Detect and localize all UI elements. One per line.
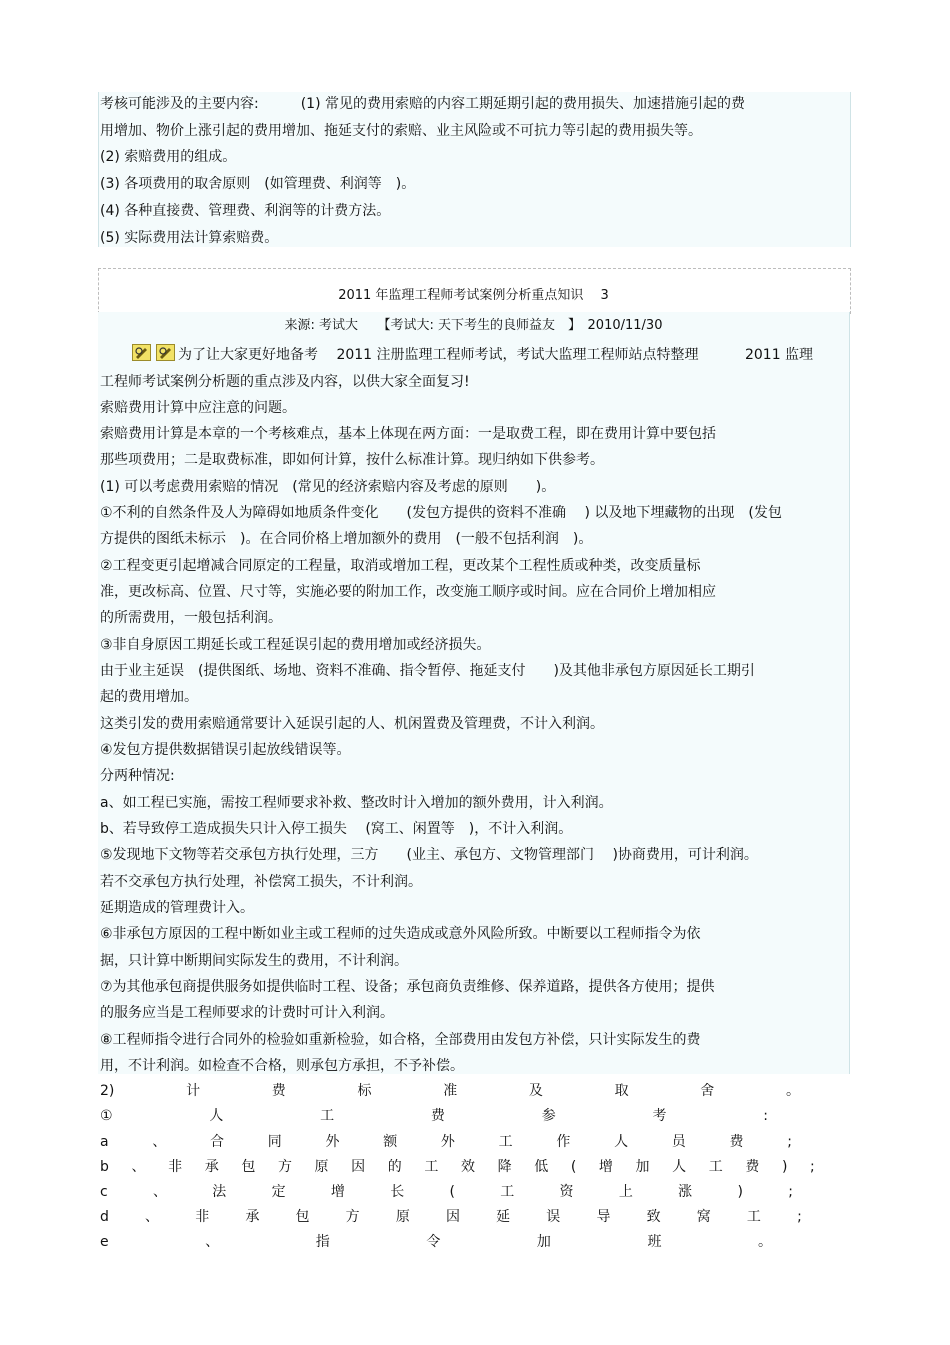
body-line: 的服务应当是工程师要求的计费时可计入利润。 — [100, 1005, 394, 1021]
spread-char: 资 — [559, 1184, 574, 1200]
spread-char: 低 — [534, 1159, 549, 1175]
spread-char: 原 — [395, 1209, 410, 1225]
spread-char: 额 — [383, 1134, 398, 1150]
spread-char: ) — [781, 1159, 788, 1175]
spread-char: 效 — [460, 1159, 475, 1175]
intro-line: 工程师考试案例分析题的重点涉及内容，以供大家全面复习! — [100, 374, 470, 390]
spread-char: 准 — [443, 1083, 458, 1099]
spread-line — [100, 1183, 793, 1201]
summary-box — [98, 92, 851, 247]
spread-char: 承 — [245, 1209, 260, 1225]
body-line: 索赔费用计算是本章的一个考核难点，基本上体现在两方面：一是取费工程，即在费用计算中要包括 — [100, 426, 716, 442]
spread-char: 计 — [186, 1083, 201, 1099]
body-line: ④发包方提供数据错误引起放线错误等。 — [100, 742, 351, 758]
spread-char: 加 — [536, 1234, 551, 1250]
spread-char: 指 — [315, 1234, 330, 1250]
pencil-icon — [156, 344, 175, 361]
spread-line — [100, 1233, 772, 1251]
body-line: 分两种情况: — [100, 768, 175, 784]
summary-line: (4) 各种直接费、管理费、利润等的计费方法。 — [100, 203, 391, 219]
spread-char: 外 — [440, 1134, 455, 1150]
spread-char: 包 — [295, 1209, 310, 1225]
spread-char: 。 — [786, 1083, 800, 1099]
spread-char: 费 — [745, 1159, 760, 1175]
spread-char: 因 — [351, 1159, 366, 1175]
spread-char: 窝 — [696, 1209, 711, 1225]
spread-char: 长 — [390, 1184, 405, 1200]
body-line: 索赔费用计算中应注意的问题。 — [100, 400, 296, 416]
spread-char: e — [100, 1234, 109, 1250]
body-line: b、若导致停工造成损失只计入停工损失 (窝工、闲置等 )，不计入利润。 — [100, 821, 573, 837]
spread-char: 令 — [426, 1234, 441, 1250]
spread-char: 上 — [618, 1184, 633, 1200]
body-line: 据，只计算中断期间实际发生的费用，不计利润。 — [100, 953, 408, 969]
spread-char: 因 — [445, 1209, 460, 1225]
spread-char: ① — [100, 1108, 113, 1124]
body-line: ⑥非承包方原因的工程中断如业主或工程师的过失造成或意外风险所致。中断要以工程师指令为依 — [100, 926, 701, 942]
summary-line: 用增加、物价上涨引起的费用增加、拖延支付的索赔、业主风险或不可抗力等引起的费用损失等。 — [100, 123, 702, 139]
spread-char: 非 — [168, 1159, 183, 1175]
body-line: (1) 可以考虑费用索赔的情况 (常见的经济索赔内容及考虑的原则 )。 — [100, 479, 556, 495]
body-line: a、如工程已实施，需按工程师要求补救、整改时计入增加的额外费用，计入利润。 — [100, 795, 613, 811]
spread-line — [100, 1208, 802, 1226]
spread-char: 工 — [708, 1159, 723, 1175]
spread-char: 定 — [271, 1184, 286, 1200]
body-line: 若不交承包方执行处理，补偿窝工损失，不计利润。 — [100, 874, 422, 890]
spread-char: 费 — [430, 1108, 445, 1124]
spread-char: 工 — [498, 1134, 513, 1150]
body-line: 用，不计利润。如检查不合格，则承包方承担，不予补偿。 — [100, 1058, 464, 1074]
spread-char: ; — [797, 1209, 802, 1225]
body-line: 延期造成的管理费计入。 — [100, 900, 254, 916]
spread-char: 、 — [152, 1134, 167, 1150]
spread-char: 人 — [209, 1108, 224, 1124]
spread-char: 原 — [314, 1159, 329, 1175]
spread-char: 作 — [556, 1134, 571, 1150]
spread-char: 非 — [195, 1209, 210, 1225]
spread-char: 人 — [614, 1134, 629, 1150]
spread-char: 班 — [647, 1234, 662, 1250]
body-line: ⑦为其他承包商提供服务如提供临时工程、设备；承包商负责维修、保养道路，提供各方使用；提供 — [100, 979, 715, 995]
spread-char: 包 — [241, 1159, 256, 1175]
spread-char: 及 — [528, 1083, 543, 1099]
spread-char: 、 — [131, 1159, 146, 1175]
spread-char: 方 — [345, 1209, 360, 1225]
summary-line: (3) 各项费用的取舍原则 (如管理费、利润等 )。 — [100, 176, 416, 192]
intro-line: 为了让大家更好地备考 2011 注册监理工程师考试，考试大监理工程师站点特整理 2011 监理 — [178, 347, 814, 363]
spread-char: 增 — [598, 1159, 613, 1175]
spread-char: b — [100, 1159, 109, 1175]
body-line: ⑧工程师指令进行合同外的检验如重新检验，如合格，全部费用由发包方补偿，只计实际发生的费 — [100, 1032, 701, 1048]
spread-char: 方 — [277, 1159, 292, 1175]
spread-line — [100, 1158, 815, 1176]
body-line: ③非自身原因工期延长或工程延误引起的费用增加或经济损失。 — [100, 637, 491, 653]
spread-char: 工 — [424, 1159, 439, 1175]
spread-char: 考 — [652, 1108, 667, 1124]
spread-char: 参 — [541, 1108, 556, 1124]
spread-char: 、 — [205, 1234, 220, 1250]
spread-char: 工 — [746, 1209, 761, 1225]
body-line: 那些项费用；二是取费标准，即如何计算，按什么标准计算。现归纳如下供参考。 — [100, 452, 604, 468]
spread-char: c — [100, 1184, 108, 1200]
body-line: 方提供的图纸未标示 )。在合同价格上增加额外的费用 (一般不包括利润 )。 — [100, 531, 593, 547]
spread-char: ) — [737, 1184, 743, 1200]
summary-line: (2) 索赔费用的组成。 — [100, 149, 237, 165]
spread-char: 承 — [204, 1159, 219, 1175]
spread-char: 。 — [758, 1234, 772, 1250]
spread-char: 工 — [500, 1184, 515, 1200]
spread-char: 舍 — [700, 1083, 715, 1099]
spread-char: ( — [449, 1184, 455, 1200]
spread-char: 法 — [212, 1184, 227, 1200]
spread-char: ; — [787, 1134, 792, 1150]
spread-char: 费 — [271, 1083, 286, 1099]
spread-char: 涨 — [678, 1184, 693, 1200]
spread-char: 员 — [671, 1134, 686, 1150]
spread-char: 取 — [614, 1083, 629, 1099]
spread-char: ; — [788, 1184, 793, 1200]
spread-char: 标 — [357, 1083, 372, 1099]
spread-char: 的 — [387, 1159, 402, 1175]
spread-char: 同 — [267, 1134, 282, 1150]
spread-char: 降 — [497, 1159, 512, 1175]
body-line: ⑤发现地下文物等若交承包方执行处理，三方 (业主、承包方、文物管理部门 )协商费用，可计利润。 — [100, 847, 758, 863]
spread-char: 费 — [729, 1134, 744, 1150]
spread-char: ; — [810, 1159, 815, 1175]
spread-char: 人 — [672, 1159, 687, 1175]
spread-char: 外 — [325, 1134, 340, 1150]
spread-char: a — [100, 1134, 109, 1150]
spread-char: 加 — [635, 1159, 650, 1175]
summary-line: 考核可能涉及的主要内容: (1) 常见的费用索赔的内容工期延期引起的费用损失、加速措施引起的费 — [100, 96, 745, 112]
spread-char: 工 — [320, 1108, 335, 1124]
body-line: 由于业主延误 (提供图纸、场地、资料不准确、指令暂停、拖延支付 )及其他非承包方原因延长工期引 — [100, 663, 755, 679]
body-line: 这类引发的费用索赔通常要计入延误引起的人、机闲置费及管理费，不计入利润。 — [100, 716, 604, 732]
spread-char: 导 — [596, 1209, 611, 1225]
body-line: ①不利的自然条件及人为障碍如地质条件变化 (发包方提供的资料不准确 ) 以及地下埋藏物的出现 (发包 — [100, 505, 782, 521]
article-title: 2011 年监理工程师考试案例分析重点知识 3 — [338, 288, 609, 303]
article-source: 来源: 考试大 【考试大: 天下考生的良师益友 】 2010/11/30 — [284, 318, 663, 333]
body-line: 起的费用增加。 — [100, 689, 198, 705]
body-line: 的所需费用，一般包括利润。 — [100, 610, 282, 626]
spread-char: 合 — [210, 1134, 225, 1150]
spread-char: 延 — [496, 1209, 511, 1225]
spread-char: 致 — [646, 1209, 661, 1225]
body-line: 准，更改标高、位置、尺寸等，实施必要的附加工作，改变施工顺序或时间。应在合同价上增加相应 — [100, 584, 716, 600]
spread-char: 、 — [145, 1209, 160, 1225]
spread-char: : — [763, 1108, 768, 1124]
spread-char: 、 — [153, 1184, 167, 1200]
pencil-icon — [132, 344, 151, 361]
spread-char: 误 — [546, 1209, 561, 1225]
spread-char: ( — [570, 1159, 577, 1175]
body-line: ②工程变更引起增减合同原定的工程量，取消或增加工程，更改某个工程性质或种类，改变质量标 — [100, 558, 701, 574]
spread-line — [100, 1082, 800, 1100]
spread-line — [100, 1133, 792, 1151]
spread-char: d — [100, 1209, 109, 1225]
spread-char: 2) — [100, 1083, 115, 1099]
summary-line: (5) 实际费用法计算索赔费。 — [100, 230, 279, 246]
spread-line — [100, 1107, 768, 1125]
spread-char: 增 — [330, 1184, 345, 1200]
